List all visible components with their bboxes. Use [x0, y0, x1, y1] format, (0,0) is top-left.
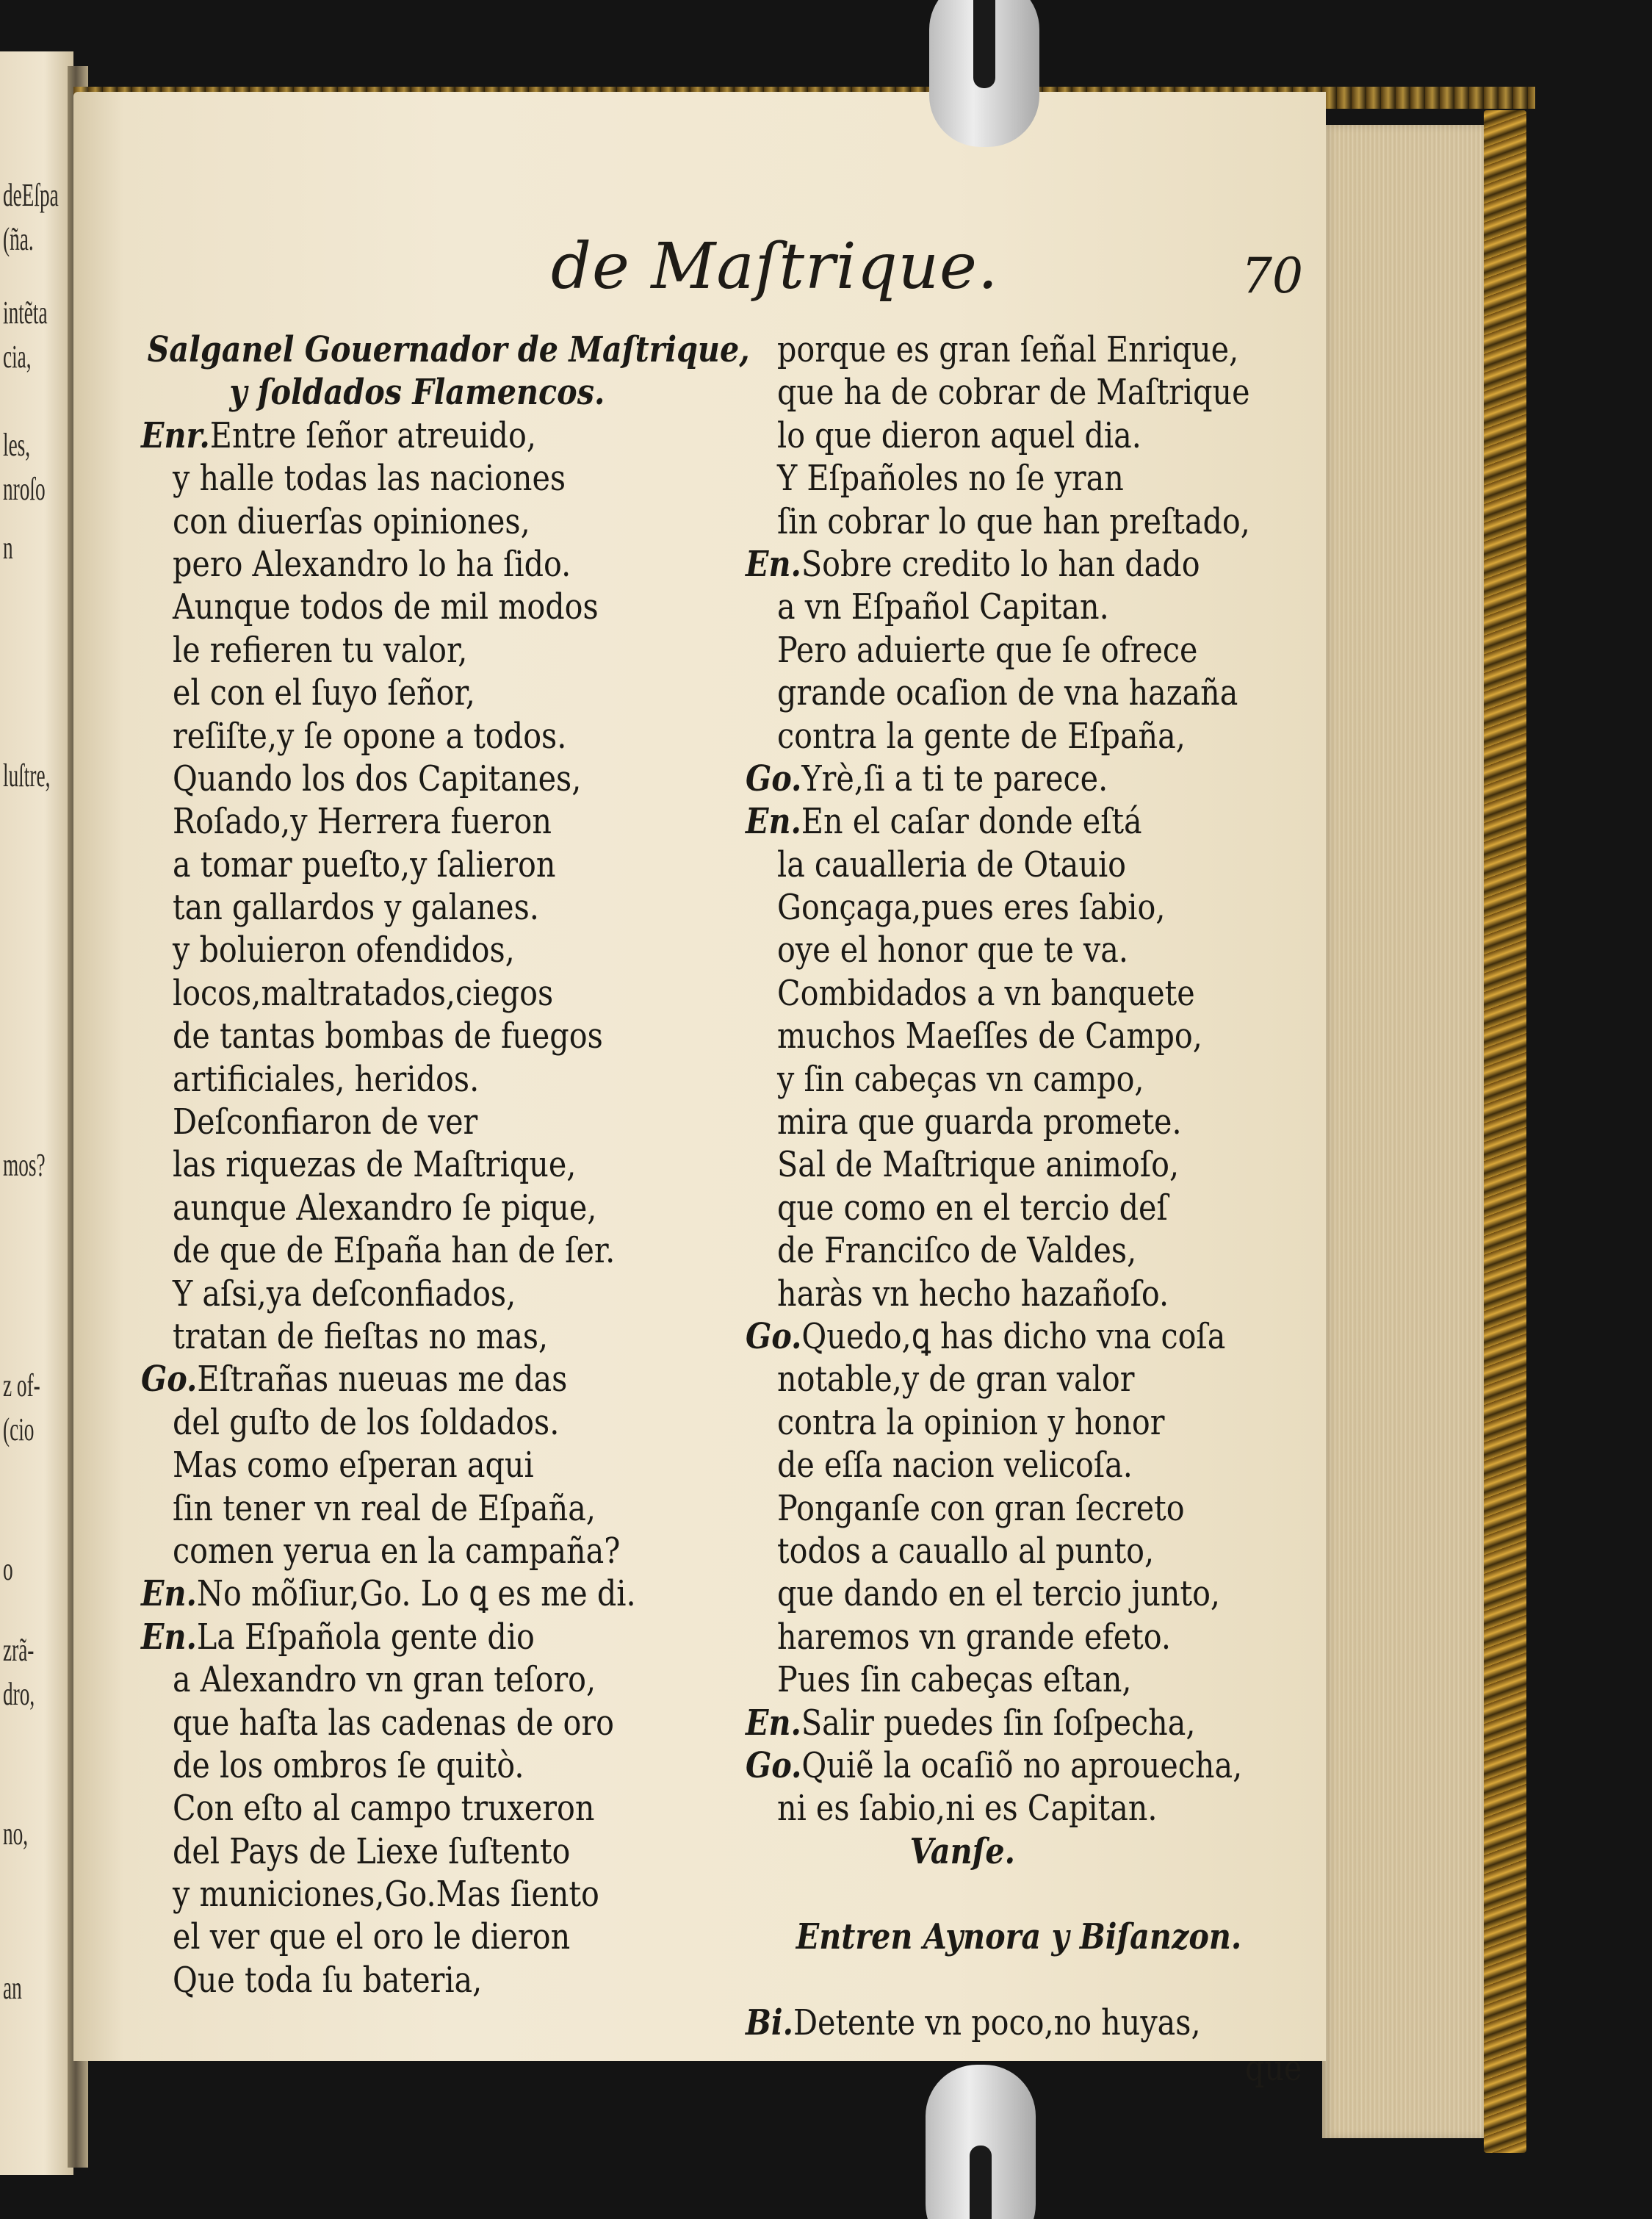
- verse-line: a Alexandro vn gran teſoro,: [173, 1659, 596, 1701]
- speaker-abbreviation: Go.: [141, 1359, 198, 1400]
- blank-line: [746, 1959, 1392, 2002]
- previous-page-fragment: [0, 51, 73, 2175]
- verse-line: contra la opinion y honor: [777, 1401, 1165, 1443]
- previous-page-text-fragment: (ña.: [3, 221, 34, 257]
- speech-line: [141, 414, 659, 457]
- verse-line: le refieren tu valor,: [173, 629, 468, 671]
- page-clip-bottom: [926, 2065, 1036, 2219]
- verse-line: notable,y de gran valor: [777, 1359, 1135, 1400]
- verse-text: La Eſpañola gente dio: [196, 1616, 535, 1658]
- verse-line: de que de Eſpaña han de ſer.: [173, 1230, 616, 1272]
- verse-line: Mas como eſperan aqui: [173, 1445, 534, 1486]
- verse-line: que dando en el tercio junto,: [777, 1573, 1221, 1615]
- verse-text: Yrè,ſi a ti te parece.: [801, 758, 1108, 799]
- speaker-abbreviation: En.: [141, 1573, 197, 1615]
- previous-page-text-fragment: deEſpa: [3, 177, 59, 213]
- verse-line: el con el ſuyo ſeñor,: [173, 672, 475, 714]
- verse-line: ni es ſabio,ni es Capitan.: [777, 1788, 1158, 1830]
- verse-line: contra la gente de Eſpaña,: [777, 715, 1186, 757]
- verse-line: aunque Alexandro ſe pique,: [173, 1187, 597, 1229]
- verse-line: que ha de cobrar de Maſtrique: [777, 372, 1250, 414]
- verse-line: Pero aduierte que ſe ofrece: [777, 629, 1198, 671]
- catchword: que: [1245, 2048, 1302, 2089]
- verse-line: Gonçaga,pues eres ſabio,: [777, 887, 1166, 929]
- verse-line: Y aſsi,ya deſconfiados,: [173, 1273, 516, 1315]
- verse-line: todos a cauallo al punto,: [777, 1530, 1155, 1572]
- verse-line: Roſado,y Herrera fueron: [173, 801, 552, 843]
- previous-page-text-fragment: les,: [3, 427, 31, 463]
- previous-page-text-fragment: mos?: [3, 1147, 46, 1183]
- verse-line: ſin tener vn real de Eſpaña,: [173, 1487, 596, 1529]
- speaker-abbreviation: En.: [746, 1702, 801, 1744]
- verse-line: a tomar pueſto,y ſalieron: [173, 844, 556, 885]
- verse-line: el ver que el oro le dieron: [173, 1916, 571, 1958]
- verse-line: Con eſto al campo truxeron: [173, 1788, 595, 1830]
- left-text-column: [141, 328, 750, 2002]
- previous-page-text-fragment: luſtre,: [3, 758, 51, 794]
- gilt-binding-edge: [1484, 110, 1526, 2153]
- verse-line: a vn Eſpañol Capitan.: [777, 586, 1109, 628]
- verse-line: porque es gran ſeñal Enrique,: [777, 329, 1239, 370]
- verse-line: del guſto de los ſoldados.: [173, 1401, 560, 1443]
- verse-text: Salir puedes ſin ſoſpecha,: [801, 1702, 1196, 1744]
- verse-line: las riquezas de Maſtrique,: [173, 1144, 577, 1186]
- verse-text: Sobre credito lo han dado: [801, 543, 1200, 585]
- verse-line: muchos Maeſſes de Campo,: [777, 1015, 1202, 1057]
- verse-line: ſin cobrar lo que han preſtado,: [777, 500, 1250, 542]
- verse-line: que haſta las cadenas de oro: [173, 1702, 614, 1744]
- verse-text: No mõſiur,Go. Lo ꝗ es me di.: [196, 1573, 636, 1615]
- right-text-column: [746, 328, 1392, 2045]
- verse-text: Entre ſeñor atreuido,: [209, 414, 536, 456]
- speech-line: [746, 2002, 1302, 2044]
- verse-line: tan gallardos y galanes.: [173, 887, 539, 929]
- speaker-abbreviation: Bi.: [746, 2002, 793, 2044]
- verse-line: y halle todas las naciones: [173, 458, 566, 500]
- speaker-abbreviation: En.: [141, 1616, 197, 1658]
- verse-line: Deſconfiaron de ver: [173, 1101, 478, 1143]
- speech-line: [746, 1315, 1302, 1358]
- speech-line: [746, 1744, 1302, 1787]
- previous-page-text-fragment: o: [3, 1551, 13, 1587]
- stage-direction: Entren Aynora y Biſanzon.: [796, 1916, 1242, 1958]
- verse-line: locos,maltratados,ciegos: [173, 972, 554, 1014]
- previous-page-text-fragment: intẽta: [3, 295, 48, 331]
- verse-line: de tantas bombas de fuegos: [173, 1015, 603, 1057]
- page-number: 70: [1241, 248, 1303, 304]
- verse-line: pero Alexandro lo ha ſido.: [173, 543, 571, 585]
- previous-page-text-fragment: no,: [3, 1816, 29, 1852]
- speaker-abbreviation: En.: [746, 543, 801, 585]
- speaker-abbreviation: Enr.: [141, 414, 210, 456]
- verse-text: Eſtrañas nueuas me das: [197, 1359, 568, 1400]
- verse-line: grande ocaſion de vna hazaña: [777, 672, 1238, 714]
- verse-line: de los ombros ſe quitò.: [173, 1744, 524, 1786]
- verse-line: Aunque todos de mil modos: [173, 586, 599, 628]
- verse-text: Quiẽ la ocaſiõ no aprouecha,: [801, 1744, 1243, 1786]
- blank-line: [746, 1873, 1392, 1916]
- scene-heading: Salganel Gouernador de Maſtrique,: [147, 329, 750, 370]
- verse-line: Combidados a vn banquete: [777, 972, 1195, 1014]
- verse-line: haràs vn hecho hazañoſo.: [777, 1273, 1169, 1315]
- verse-line: haremos vn grande efeto.: [777, 1616, 1171, 1658]
- previous-page-text-fragment: (cio: [3, 1411, 35, 1447]
- verse-line: y boluieron ofendidos,: [173, 929, 515, 971]
- speech-line: [746, 800, 1302, 843]
- verse-line: de eſſa nacion velicoſa.: [777, 1445, 1133, 1486]
- verse-line: y ſin cabeças vn campo,: [777, 1058, 1144, 1100]
- speaker-abbreviation: Go.: [746, 758, 802, 799]
- book-page: [73, 92, 1326, 2089]
- speaker-abbreviation: En.: [746, 801, 801, 843]
- verse-line: comen yerua en la campaña?: [173, 1530, 621, 1572]
- verse-text: En el caſar donde eſtá: [801, 801, 1142, 843]
- stage-direction: Vanſe.: [909, 1830, 1015, 1872]
- verse-line: mira que guarda promete.: [777, 1101, 1182, 1143]
- verse-text: Detente vn poco,no huyas,: [793, 2002, 1201, 2044]
- verse-line: Que toda ſu bateria,: [173, 1959, 483, 2001]
- previous-page-text-fragment: n: [3, 530, 13, 566]
- previous-page-text-fragment: cia,: [3, 339, 32, 375]
- running-head-title: de Maſtrique.: [551, 230, 999, 303]
- verse-line: con diuerſas opiniones,: [173, 500, 530, 542]
- verse-line: Pues ſin cabeças eſtan,: [777, 1659, 1132, 1701]
- verse-line: Ponganſe con gran ſecreto: [777, 1487, 1185, 1529]
- verse-line: tratan de fieſtas no mas,: [173, 1315, 549, 1357]
- verse-line: oye el honor que te va.: [777, 929, 1128, 971]
- verse-line: de Franciſco de Valdes,: [777, 1230, 1137, 1272]
- verse-line: Sal de Maſtrique animoſo,: [777, 1144, 1180, 1186]
- previous-page-text-fragment: z of-: [3, 1367, 40, 1403]
- verse-line: y municiones,Go.Mas ſiento: [173, 1874, 599, 1916]
- speech-line: [746, 1702, 1302, 1744]
- verse-line: Y Eſpañoles no ſe yran: [777, 458, 1124, 500]
- speech-line: [141, 1616, 659, 1658]
- previous-page-text-fragment: nroſo: [3, 471, 46, 507]
- verse-line: reſiſte,y ſe opone a todos.: [173, 715, 567, 757]
- speech-line: [141, 1358, 659, 1400]
- speech-line: [746, 543, 1302, 586]
- verse-line: artificiales, heridos.: [173, 1058, 480, 1100]
- scene-heading: y ſoldados Flamencos.: [229, 372, 605, 414]
- verse-line: que como en el tercio deſ: [777, 1187, 1168, 1229]
- verse-line: del Pays de Liexe ſuſtento: [173, 1830, 571, 1872]
- speech-line: [141, 1572, 659, 1615]
- previous-page-text-fragment: an: [3, 1970, 22, 2006]
- page-clip-top: [929, 0, 1039, 147]
- verse-line: la caualleria de Otauio: [777, 844, 1127, 885]
- verse-text: Quedo,ꝗ has dicho vna coſa: [801, 1315, 1226, 1357]
- speaker-abbreviation: Go.: [746, 1744, 802, 1786]
- verse-line: lo que dieron aquel dia.: [777, 414, 1141, 456]
- previous-page-text-fragment: zrã-: [3, 1632, 35, 1668]
- speech-line: [746, 758, 1302, 800]
- previous-page-text-fragment: dro,: [3, 1676, 35, 1712]
- speaker-abbreviation: Go.: [746, 1315, 802, 1357]
- verse-line: Quando los dos Capitanes,: [173, 758, 582, 799]
